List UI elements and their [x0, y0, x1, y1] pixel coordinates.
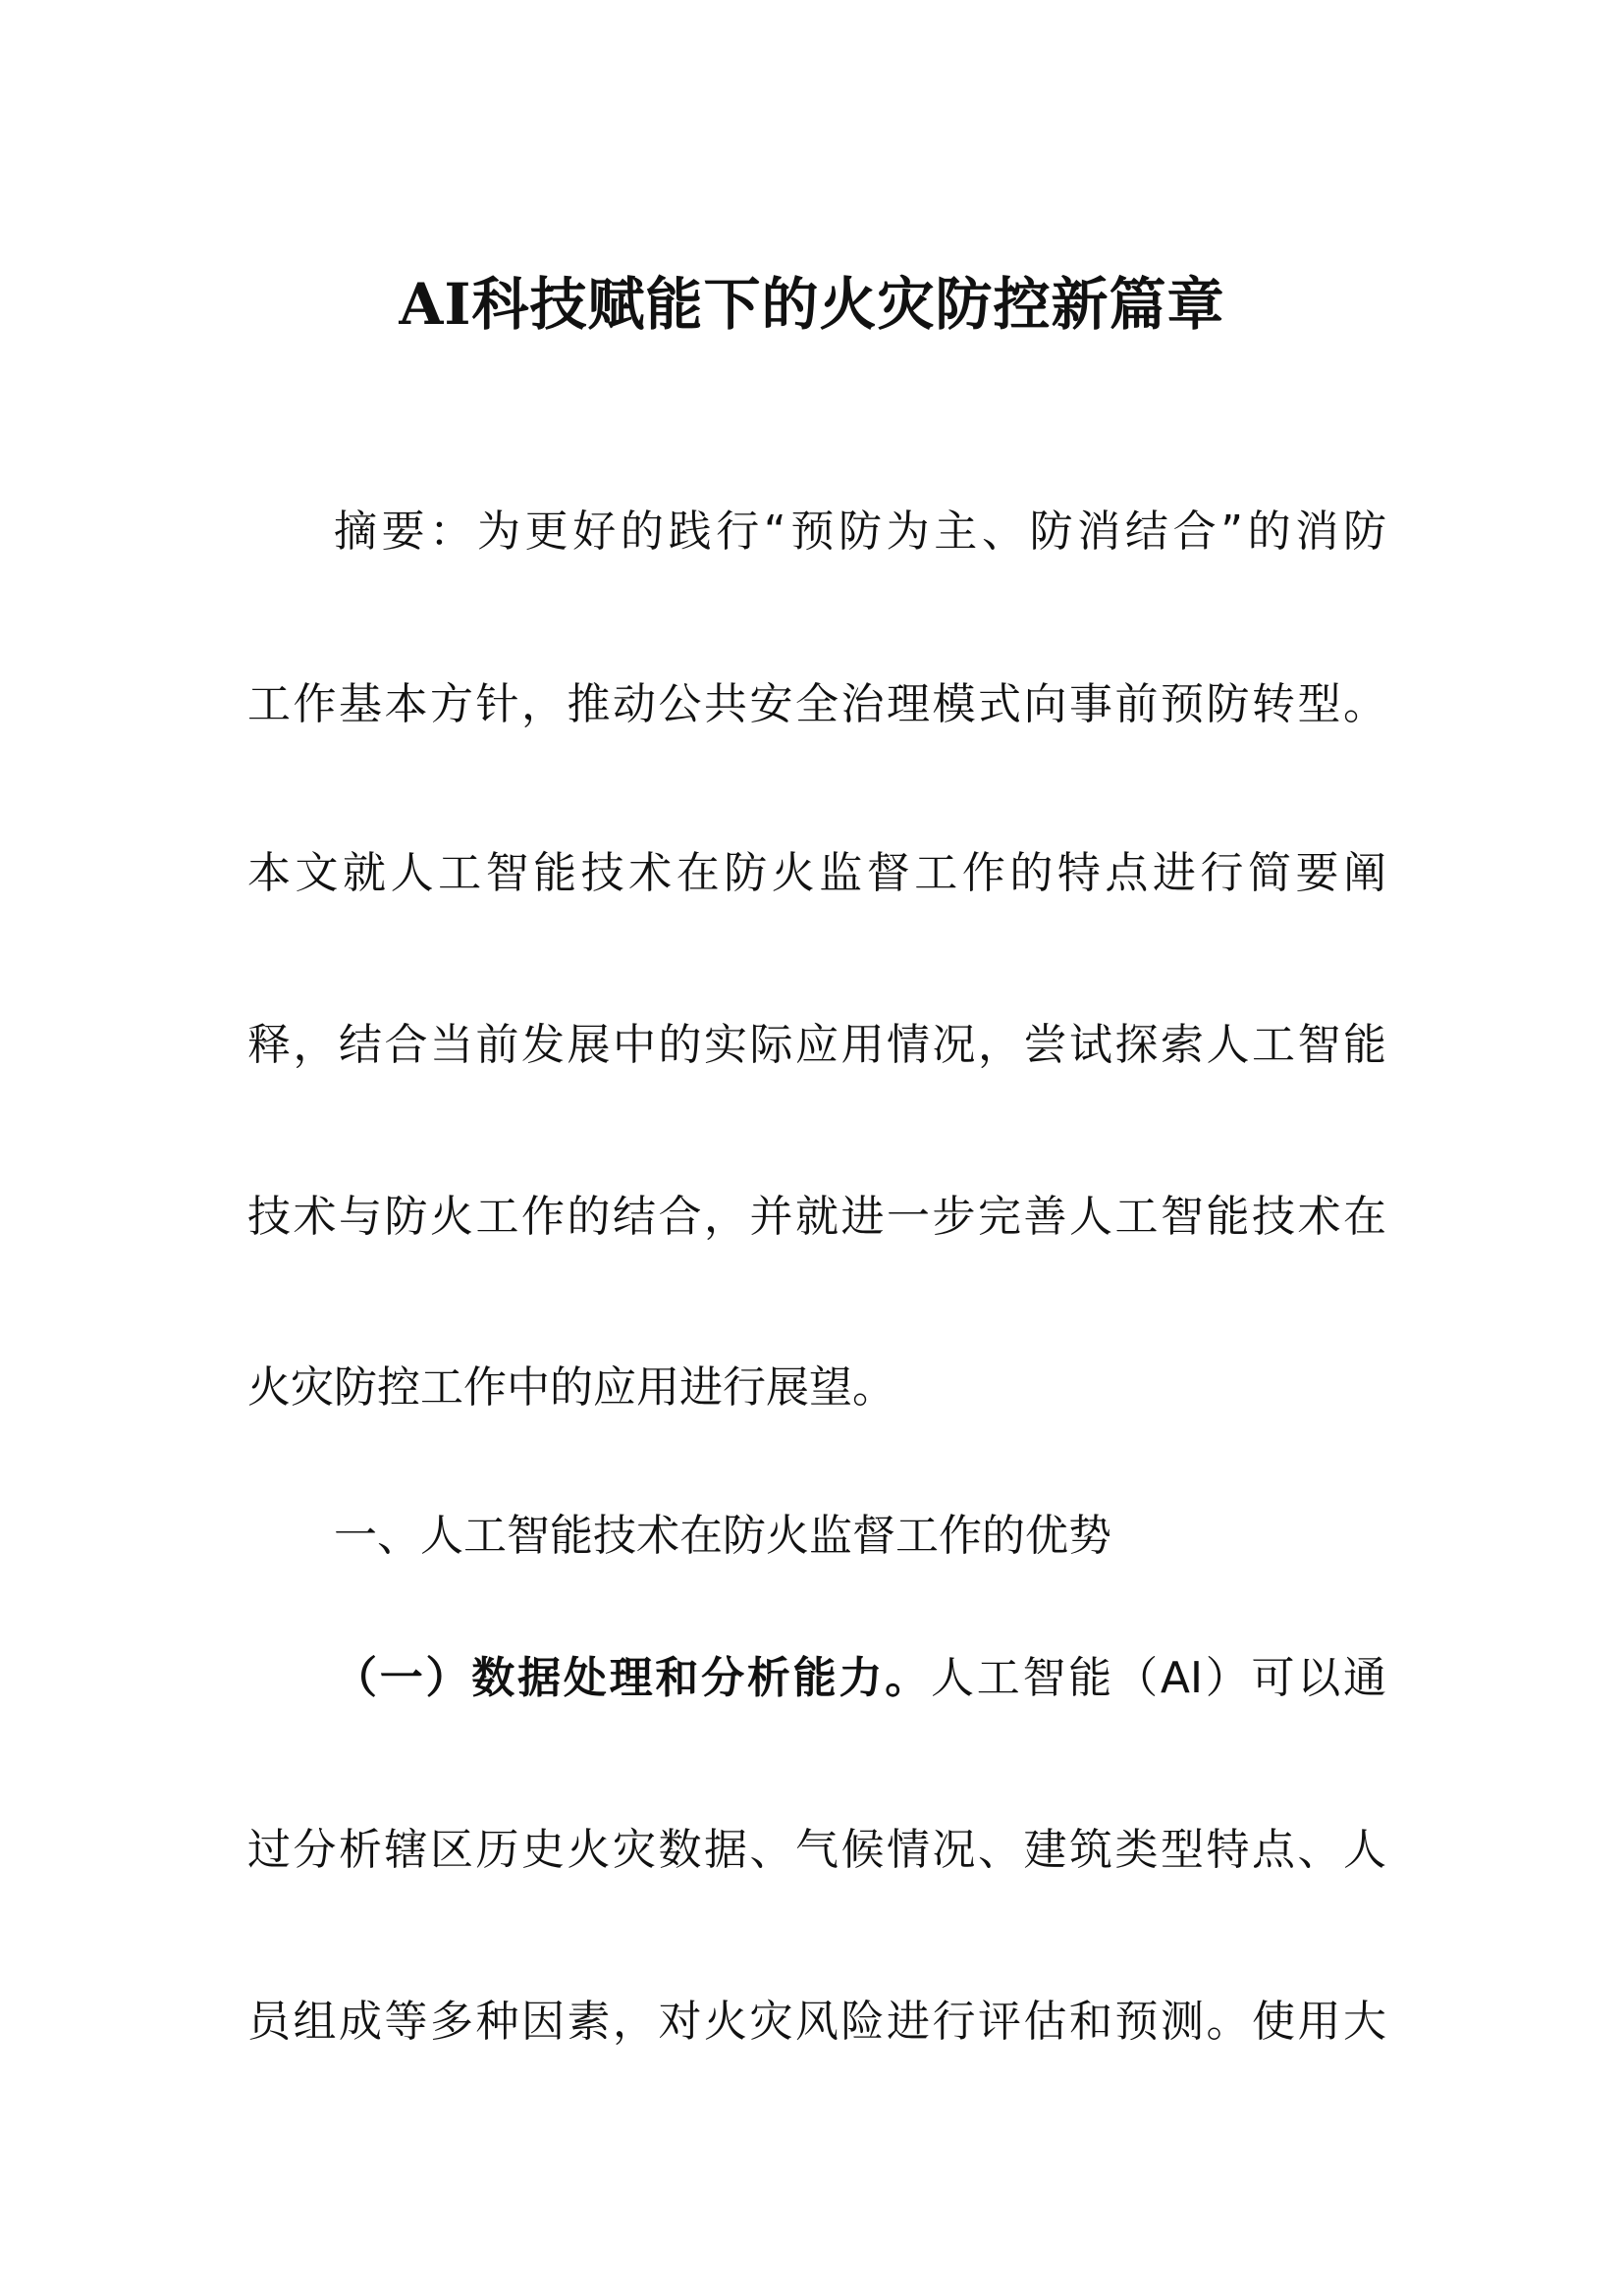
- subsection-first-line: [247, 1649, 1386, 1708]
- subsection-first-line-text: 人工智能（AI）可以通: [931, 1653, 1386, 1703]
- abstract-line-5: 技术与防火工作的结合，并就进一步完善人工智能技术在: [247, 1192, 1386, 1242]
- document-title: AI科技赋能下的火灾防控新篇章: [399, 271, 1225, 338]
- subsection-heading: （一）数据处理和分析能力。: [334, 1653, 931, 1703]
- abstract-line-6: 火灾防控工作中的应用进行展望。: [247, 1362, 895, 1413]
- subsection-line-3: 员组成等多种因素，对火灾风险进行评估和预测。使用大: [247, 1997, 1386, 2047]
- subsection-line-2: 过分析辖区历史火灾数据、气候情况、建筑类型特点、人: [247, 1825, 1386, 1875]
- abstract-line-3: 本文就人工智能技术在防火监督工作的特点进行简要阐: [247, 848, 1386, 898]
- abstract-line-4: 释，结合当前发展中的实际应用情况，尝试探索人工智能: [247, 1020, 1386, 1070]
- abstract-line-2: 工作基本方针，推动公共安全治理模式向事前预防转型。: [247, 679, 1386, 729]
- section-heading: 一、人工智能技术在防火监督工作的优势: [334, 1511, 1111, 1561]
- abstract-line-1: 摘要：为更好的践行“预防为主、防消结合”的消防: [334, 507, 1386, 557]
